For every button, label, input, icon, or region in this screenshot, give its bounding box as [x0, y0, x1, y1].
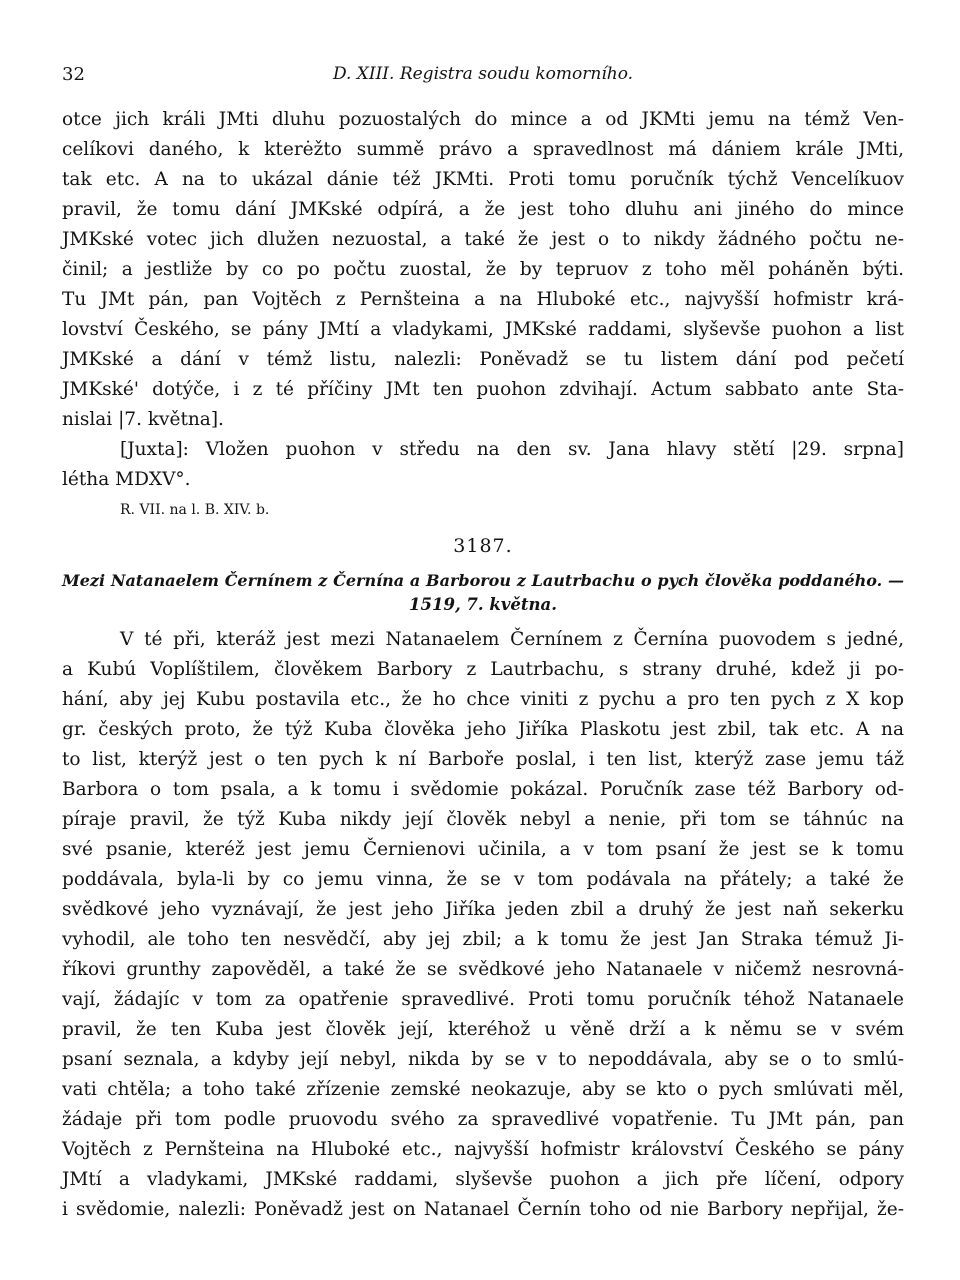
text-line: píraje pravil, že týž Kuba nikdy její člověk nebyl a nenie, při tom se táhnúc na — [62, 809, 904, 830]
text-line: říkovi grunthy zapověděl, a také že se svědkové jeho Natanaele v ničemž nesrovná- — [62, 959, 904, 980]
text-line: a Kubú Voplíštilem, člověkem Barbory z Lautrbachu, s strany druhé, kdež ji po- — [62, 659, 904, 680]
entry-header — [62, 531, 904, 617]
text-line: V té při, kteráž jest mezi Natanaelem Černínem z Černína puovodem s jedné, — [120, 629, 904, 650]
text-line: lovství Českého, se pány JMtí a vladykami, JMKské raddami, slyševše puohon a list — [62, 319, 904, 340]
entry-heading: Mezi Natanaelem Černínem z Černína a Barborou z Lautrbachu o pych člověka poddaného. — — [62, 571, 904, 590]
entry-date: 1519, 7. května. — [409, 595, 557, 614]
entry-text — [62, 625, 904, 1225]
text-line: pravil, že ten Kuba jest člověk její, kteréhož u věně drží a k němu se v svém — [62, 1019, 904, 1040]
text-line: JMKské votec jich dlužen nezuostal, a také že jest o to nikdy žádného počtu ne- — [62, 229, 904, 250]
text-line: celíkovi daného, k kterėžto summě právo a spravedlnost má dániem krále JMti, — [62, 139, 904, 160]
text-line: nislai |7. května]. — [62, 409, 224, 430]
text-line: poddávala, byla-li by co jemu vinna, že se v tom podávala na přátely; a také že — [62, 869, 904, 890]
text-line: vyhodil, ale toho ten nesvědčí, aby jej zbil; a k tomu že jest Jan Straka témuž Ji- — [62, 929, 904, 950]
text-line: Barbora o tom psala, a k tomu i svědomie pokázal. Poručník zase též Barbory od- — [62, 779, 904, 800]
text-line: JMtí a vladykami, JMKské raddami, slyševše puohon a jich pře líčení, odpory — [62, 1169, 904, 1190]
text-line: svědkové jeho vyznávají, že jest jeho Jiříka jeden zbil a druhý že jest naň sekerku — [62, 899, 904, 920]
text-line: i svědomie, nalezli: Poněvadž jest on Natanael Černín toho od nie Barbory nepřijal, že- — [62, 1199, 904, 1220]
text-line: psaní seznala, a kdyby její nebyl, nikda by se v to nepoddávala, aby se o to smlú- — [62, 1049, 904, 1070]
text-line: otce jich králi JMti dluhu pozuostalých do mince a od JKMti jemu na témž Ven- — [62, 109, 904, 130]
text-line: tak etc. A na to ukázal dánie též JKMti. Proti tomu poručník týchž Vencelíkuov — [62, 169, 904, 190]
text-line: vají, žádajíc v tom za opatřenie spravedlivé. Proti tomu poručník téhož Natanaele — [62, 989, 904, 1010]
text-line: Tu JMt pán, pan Vojtěch z Pernšteina a na Hluboké etc., najvyšší hofmistr krá- — [62, 289, 904, 310]
running-title: D. XIII. Registra soudu komorního. — [332, 64, 634, 84]
text-line: vati chtěla; a toho také zřízenie zemské neokazuje, aby se kto o pych smlúvati měl, — [62, 1079, 904, 1100]
juxta-note-end: létha MDXV°. — [62, 469, 191, 490]
text-line: pravil, že tomu dání JMKské odpírá, a že jest toho dluhu ani jiného do mince — [62, 199, 904, 220]
text-line: JMKské a dání v témž listu, nalezli: Poněvadž se tu listem dání pod pečetí — [62, 349, 904, 370]
page-number: 32 — [62, 64, 85, 85]
entry-number: 3187. — [453, 535, 513, 557]
juxta-note: [Juxta]: Vložen puohon v středu na den sv. Jana hlavy stětí |29. srpna] — [120, 439, 904, 460]
text-line: hání, aby jej Kubu postavila etc., že ho chce viniti z pychu a pro ten pych z X kop — [62, 689, 904, 710]
running-head — [62, 64, 904, 88]
previous-entry-text — [62, 105, 904, 525]
text-line: své psanie, kteréž jest jemu Černienovi učinila, a v tom psaní že jest se k tomu — [62, 839, 904, 860]
source-reference: R. VII. na l. B. XIV. b. — [120, 502, 270, 518]
text-line: činil; a jestliže by co po počtu zuostal, že by tepruov z toho měl poháněn býti. — [62, 259, 904, 280]
text-line: JMKské' dotýče, i z té příčiny JMt ten puohon zdvihají. Actum sabbato ante Sta- — [62, 379, 904, 400]
text-line: Vojtěch z Pernšteina na Hluboké etc., najvyšší hofmistr království Českého se pány — [62, 1139, 904, 1160]
text-line: to list, kterýž jest o ten pych k ní Barboře poslal, i ten list, kterýž zase jemu táž — [62, 749, 904, 770]
text-line: gr. českých proto, že týž Kuba člověka jeho Jiříka Plaskotu jest zbil, tak etc. A na — [62, 719, 904, 740]
text-line: žádaje při tom podle pruovodu svého za spravedlivé vopatřenie. Tu JMt pán, pan — [62, 1109, 904, 1130]
